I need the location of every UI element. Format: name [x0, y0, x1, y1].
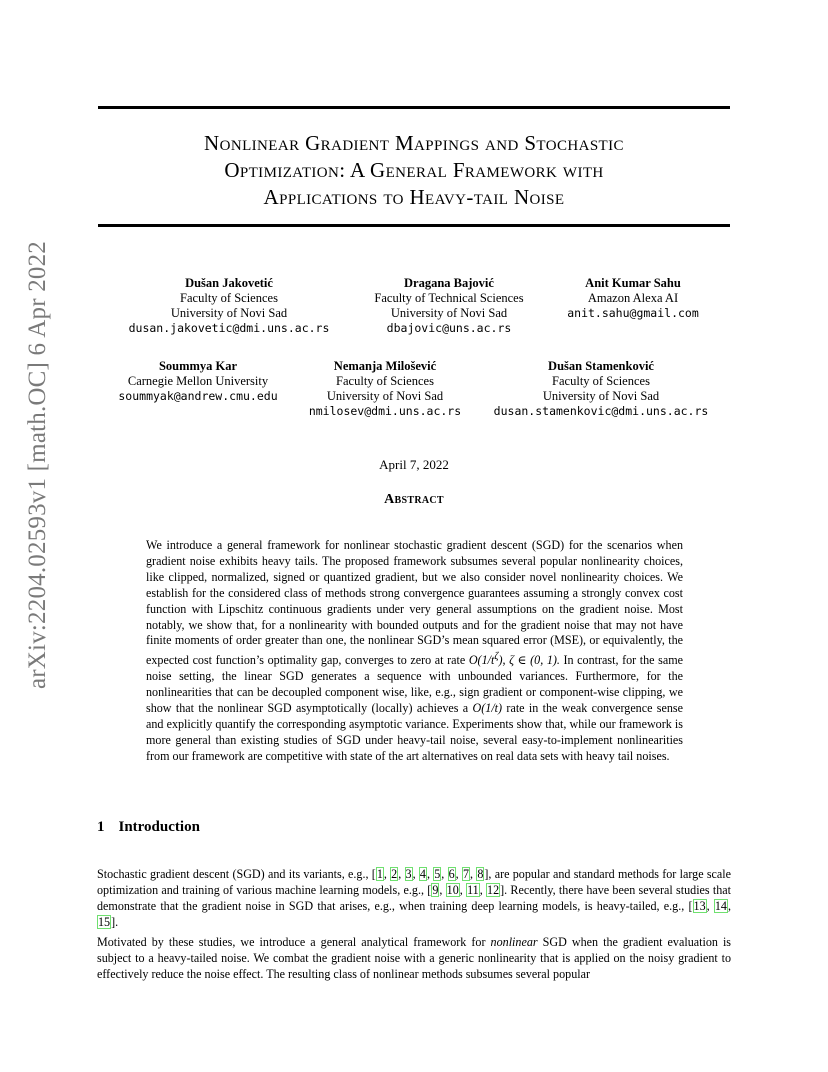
citation-link[interactable]: 6 [448, 867, 455, 881]
citation-link[interactable]: 15 [98, 915, 111, 929]
author-email[interactable]: anit.sahu@gmail.com [567, 306, 699, 320]
author-affiliation: Faculty of Sciences [336, 374, 434, 388]
math-rate-1: $O(1/t^\zeta)$, ζ ∈ (0, 1). [468, 651, 560, 668]
citation-link[interactable]: 3 [405, 867, 412, 881]
abstract-part-1: We introduce a general framework for nonlinear stochastic gradient descent (SGD) for the scenarios when gradient noise exhibits heavy tails. The proposed framework subsumes several popular nonlinearity choices, like clipped, normalized, signed or quantized gradient, but we also consider novel nonlinearity choices. We establish for the considered class of methods strong convergence guarantees assuming a strongly convex cost function with Lipschitz continuous gradients under very general assumptions on the gradient noise. Most notably, we show that, for a nonlinearity with bounded outputs and for the gradient noise that may not have finite moments of order greater than one, the nonlinear SGD’s mean squared error (MSE), or equivalently, the expected cost function’s optimality gap, converges to zero at rate [146, 538, 683, 668]
abstract-heading: Abstract [384, 492, 444, 507]
paper-title [98, 130, 730, 211]
author-affiliation: University of Novi Sad [542, 389, 660, 403]
author-email[interactable]: nmilosev@dmi.uns.ac.rs [308, 404, 462, 418]
author-block-2 [374, 276, 523, 336]
section-title: Introduction [118, 819, 200, 835]
citation-link[interactable]: 13 [693, 899, 706, 913]
abstract-part-2: In contrast, for the same noise setting, the linear SGD generates a sequence with unbounded variances. Furthermore, for the nonlinearities that can be decoupled component wise, like, e.g., sign gradient or component-wise clipping, we show that the nonlinear SGD asymptotically (locally) achieves a [146, 653, 683, 716]
citation-link[interactable]: 1 [376, 867, 383, 881]
author-affiliation: Faculty of Technical Sciences [374, 291, 524, 305]
citation-link[interactable]: 4 [419, 867, 426, 881]
citation-link[interactable]: 7 [462, 867, 470, 881]
author-affiliation: University of Novi Sad [326, 389, 444, 403]
citation-link[interactable]: 11 [467, 883, 479, 897]
citation-link[interactable]: 8 [477, 867, 484, 881]
title-rule-top [98, 106, 730, 109]
author-name: Dušan Jakovetić [185, 276, 273, 290]
section-number: 1 [97, 819, 105, 835]
title-rule-bottom [98, 224, 730, 227]
author-block-4 [118, 359, 277, 404]
citation-link[interactable]: 14 [714, 899, 727, 913]
abstract-part-3: rate in the weak convergence sense and explicitly quantify the corresponding asymptotic variance. Experiments show that, while our framework is more general than existing studies of SGD under heavy-tail noise, several easy-to-implement nonlinearities from our framework are competitive with state of the art alternatives on real data sets with heavy tail noises. [146, 701, 683, 763]
author-name: Dušan Stamenković [548, 359, 654, 373]
emphasis-nonlinear: nonlinear [490, 935, 538, 949]
author-block-1 [129, 276, 330, 336]
author-email[interactable]: dbajovic@uns.ac.rs [386, 321, 512, 335]
author-affiliation: Amazon Alexa AI [587, 291, 679, 305]
abstract-text [146, 538, 683, 765]
author-block-3 [567, 276, 699, 321]
arxiv-identifier: arXiv:2204.02593v1 [math.OC] 6 Apr 2022 [24, 240, 52, 690]
introduction-body [97, 866, 731, 986]
citation-link[interactable]: 2 [391, 867, 398, 881]
author-block-5 [309, 359, 461, 419]
author-block-6 [494, 359, 709, 419]
author-name: Nemanja Milošević [333, 359, 437, 373]
author-email[interactable]: dusan.stamenkovic@dmi.uns.ac.rs [493, 404, 709, 418]
author-email[interactable]: soummyak@andrew.cmu.edu [118, 389, 278, 403]
author-affiliation: Faculty of Sciences [552, 374, 650, 388]
title-line-2: Optimization: A General Framework with [224, 158, 604, 182]
author-name: Anit Kumar Sahu [585, 276, 681, 290]
publication-date: April 7, 2022 [379, 457, 449, 472]
title-line-3: Applications to Heavy-tail Noise [263, 185, 565, 209]
intro-paragraph-2: Motivated by these studies, we introduce a general analytical framework for nonlinear SGD when the gradient evaluation is subject to a heavy-tailed noise. We combat the gradient noise with a generic nonlinearity that is applied on the noisy gradient to effectively reduce the noise effect. The resulting class of nonlinear methods subsumes several popular [97, 935, 732, 981]
author-affiliation: Carnegie Mellon University [127, 374, 269, 388]
intro-paragraph-1: Stochastic gradient descent (SGD) and its variants, e.g., [1, 2, 3, 4, 5, 6, 7, 8], are popular and standard methods for large scale optimization and training of various machine learning models, e.g., [9, 10, 11, 12]. Recently, there have been several studies that demonstrate that the gradient noise in SGD that arises, e.g., when training deep learning models, is heavy-tailed, e.g., [13, 14, 15]. [97, 867, 732, 929]
author-name: Soummya Kar [158, 359, 238, 373]
citation-link[interactable]: 12 [487, 883, 500, 897]
citation-link[interactable]: 9 [432, 883, 439, 897]
author-name: Dragana Bajović [404, 276, 494, 290]
citation-link[interactable]: 5 [434, 867, 441, 881]
author-affiliation: University of Novi Sad [170, 306, 288, 320]
citation-link[interactable]: 10 [446, 883, 459, 897]
author-email[interactable]: dusan.jakovetic@dmi.uns.ac.rs [128, 321, 330, 335]
section-heading-introduction [97, 819, 200, 836]
author-affiliation: Faculty of Sciences [180, 291, 278, 305]
math-rate-2: O(1/t) [472, 701, 503, 716]
title-line-1: Nonlinear Gradient Mappings and Stochastic [204, 131, 624, 155]
author-affiliation: University of Novi Sad [390, 306, 508, 320]
